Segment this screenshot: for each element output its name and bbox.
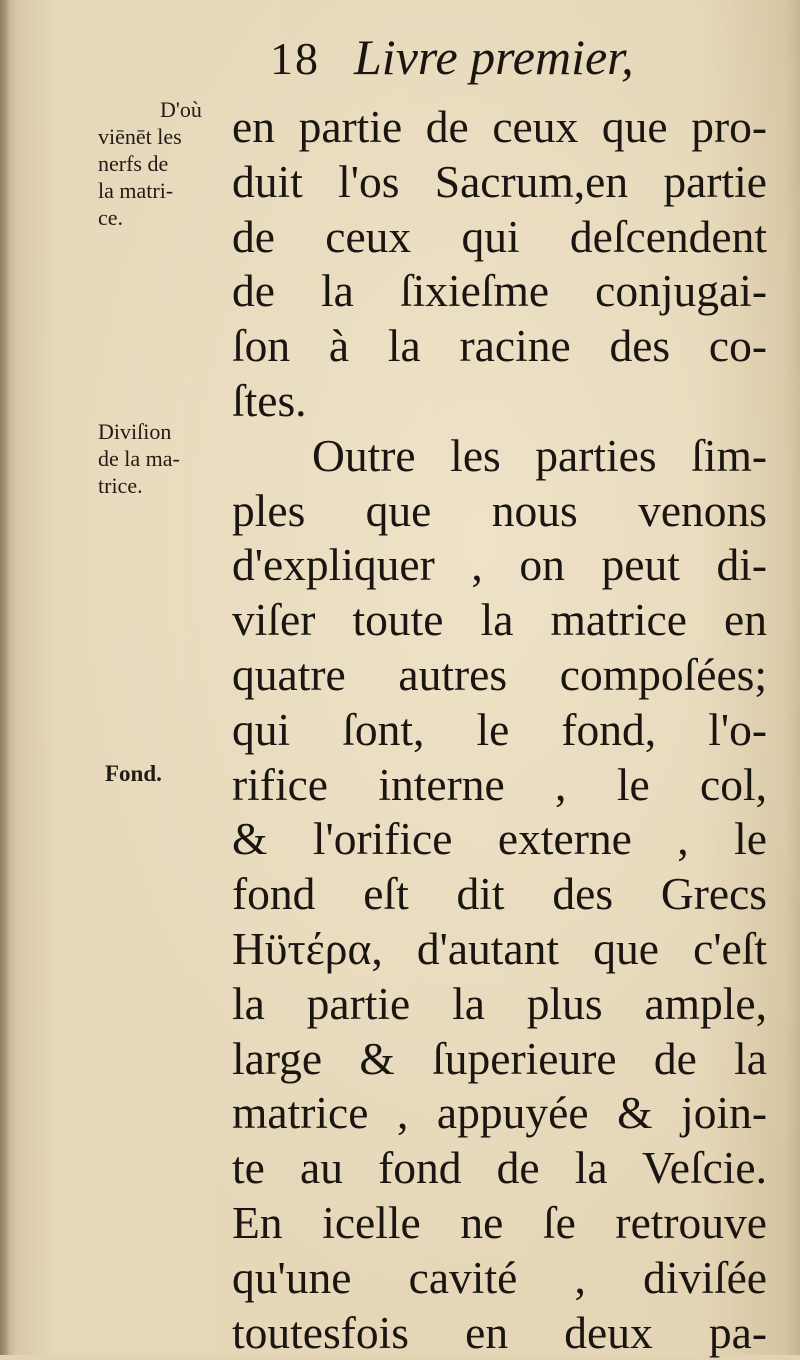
text-line: toutesfois en deux pa-	[232, 1306, 767, 1358]
body-text	[232, 100, 767, 1360]
text-line: quatre autres compoſées;	[232, 648, 767, 700]
text-line: ples que nous venons	[232, 484, 767, 536]
text-line: qu'une cavité , diviſée	[232, 1251, 767, 1303]
text-line: En icelle ne ſe retrouve	[232, 1196, 767, 1248]
marginal-line: trice.	[98, 473, 143, 498]
text-line: Outre les parties ſim-	[312, 429, 767, 481]
text-line: en partie de ceux que pro-	[232, 101, 767, 152]
text-line: fond eſt dit des Grecs	[232, 868, 767, 920]
running-title: Livre premier,	[354, 29, 634, 85]
marginal-line: Fond.	[105, 761, 162, 786]
text-line: qui ſont, le fond, l'o-	[232, 703, 767, 755]
text-line: duit l'os Sacrum,en partie	[232, 155, 767, 207]
marginal-line: de la ma-	[98, 446, 180, 471]
text-line: viſer toute la matrice en	[232, 594, 767, 646]
text-line: de la ſixieſme conjugai-	[232, 265, 767, 317]
marginal-line: la matri-	[98, 178, 174, 203]
marginal-line: ce.	[98, 205, 124, 230]
text-line: matrice , appuyée & join-	[232, 1087, 767, 1139]
marginal-note-fond	[105, 760, 205, 787]
text-line: & l'orifice externe , le	[232, 813, 767, 865]
text-line: Ηϋτέρα, d'autant que c'eſt	[232, 922, 767, 974]
page-header	[270, 28, 634, 98]
text-line: large & ſuperieure de la	[232, 1032, 767, 1084]
marginal-line: D'où	[160, 97, 202, 122]
text-line: ſon à la racine des co-	[232, 320, 767, 372]
text-line: d'expliquer , on peut di-	[232, 539, 767, 591]
marginal-line: viēnēt les	[98, 124, 182, 149]
text-line: rifice interne , le col,	[232, 758, 767, 810]
page-spine-shadow	[0, 0, 10, 1355]
text-line: la partie la plus ample,	[232, 977, 767, 1029]
page-number: 18	[270, 33, 320, 84]
text-line: de ceux qui deſcendent	[232, 210, 767, 262]
text-line: te au fond de la Veſcie.	[232, 1142, 767, 1194]
text-line: ſtes.	[232, 374, 307, 426]
marginal-line: nerfs de	[98, 151, 169, 176]
marginal-line: Diviſion	[98, 419, 172, 444]
